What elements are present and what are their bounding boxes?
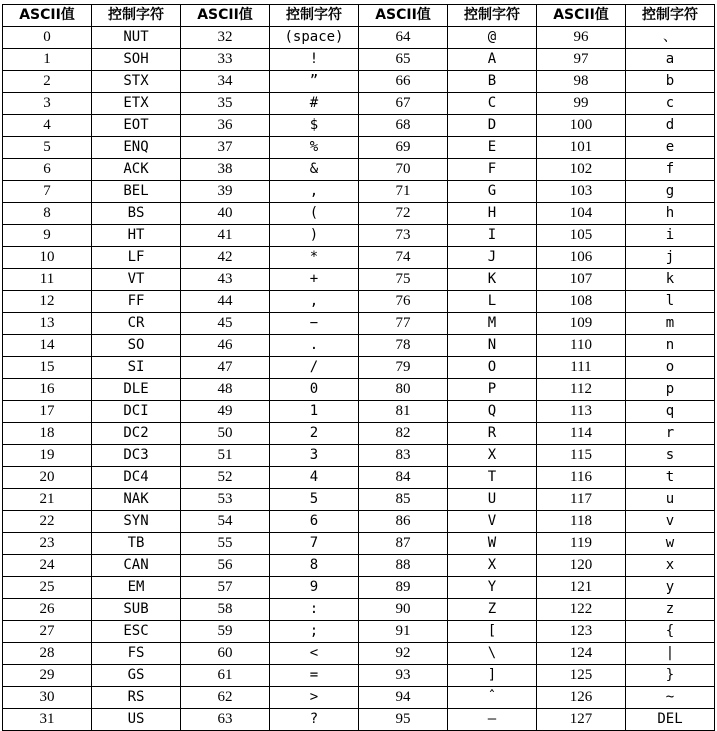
ascii-value-cell: 118 [537,511,626,533]
ascii-value-cell: 31 [3,709,92,731]
control-char-cell: N [448,335,537,357]
control-char-cell: g [626,181,715,203]
control-char-cell: (space) [270,27,359,49]
ascii-value-cell: 12 [3,291,92,313]
ascii-value-cell: 60 [181,643,270,665]
control-char-cell: p [626,379,715,401]
control-char-cell: m [626,313,715,335]
ascii-table [2,4,715,731]
ascii-value-cell: 47 [181,357,270,379]
ascii-value-cell: 113 [537,401,626,423]
control-char-cell: DCI [92,401,181,423]
ascii-value-cell: 26 [3,599,92,621]
control-char-cell: GS [92,665,181,687]
control-char-cell: ~ [626,687,715,709]
ascii-value-cell: 92 [359,643,448,665]
ascii-value-cell: 84 [359,467,448,489]
ascii-value-cell: 120 [537,555,626,577]
table-row [3,533,715,555]
ascii-value-cell: 62 [181,687,270,709]
control-char-cell: 4 [270,467,359,489]
ascii-value-cell: 81 [359,401,448,423]
ascii-value-cell: 98 [537,71,626,93]
ascii-value-cell: 19 [3,445,92,467]
ascii-value-cell: 15 [3,357,92,379]
ascii-value-cell: 109 [537,313,626,335]
ascii-value-cell: 57 [181,577,270,599]
control-char-cell: NUT [92,27,181,49]
ascii-value-cell: 74 [359,247,448,269]
control-char-cell: Z [448,599,537,621]
control-char-cell: \ [448,643,537,665]
ascii-value-cell: 88 [359,555,448,577]
control-char-cell: , [270,181,359,203]
control-char-cell: n [626,335,715,357]
ascii-value-cell: 111 [537,357,626,379]
control-char-cell: SYN [92,511,181,533]
ascii-value-cell: 41 [181,225,270,247]
control-char-cell: 6 [270,511,359,533]
header-ascii-value: ASCII值 [181,5,270,27]
ascii-value-cell: 5 [3,137,92,159]
control-char-cell: T [448,467,537,489]
ascii-value-cell: 87 [359,533,448,555]
control-char-cell: i [626,225,715,247]
ascii-value-cell: 76 [359,291,448,313]
control-char-cell: % [270,137,359,159]
ascii-value-cell: 102 [537,159,626,181]
control-char-cell: E [448,137,537,159]
table-body [3,27,715,731]
ascii-value-cell: 90 [359,599,448,621]
ascii-value-cell: 44 [181,291,270,313]
ascii-value-cell: 122 [537,599,626,621]
control-char-cell: Q [448,401,537,423]
ascii-value-cell: 71 [359,181,448,203]
control-char-cell: J [448,247,537,269]
control-char-cell: ! [270,49,359,71]
table-row [3,511,715,533]
ascii-value-cell: 121 [537,577,626,599]
control-char-cell: TB [92,533,181,555]
control-char-cell: X [448,445,537,467]
control-char-cell: ( [270,203,359,225]
table-row [3,401,715,423]
control-char-cell: RS [92,687,181,709]
table-row [3,423,715,445]
control-char-cell: STX [92,71,181,93]
ascii-value-cell: 4 [3,115,92,137]
control-char-cell: DC2 [92,423,181,445]
ascii-value-cell: 103 [537,181,626,203]
control-char-cell: a [626,49,715,71]
ascii-value-cell: 105 [537,225,626,247]
control-char-cell: B [448,71,537,93]
table-row [3,313,715,335]
ascii-value-cell: 117 [537,489,626,511]
control-char-cell: > [270,687,359,709]
ascii-value-cell: 94 [359,687,448,709]
table-row [3,291,715,313]
control-char-cell: : [270,599,359,621]
ascii-value-cell: 38 [181,159,270,181]
control-char-cell: ESC [92,621,181,643]
control-char-cell: u [626,489,715,511]
ascii-value-cell: 97 [537,49,626,71]
ascii-value-cell: 54 [181,511,270,533]
control-char-cell: * [270,247,359,269]
ascii-value-cell: 85 [359,489,448,511]
ascii-value-cell: 124 [537,643,626,665]
ascii-value-cell: 65 [359,49,448,71]
table-row [3,555,715,577]
table-row [3,335,715,357]
ascii-value-cell: 40 [181,203,270,225]
ascii-value-cell: 42 [181,247,270,269]
ascii-value-cell: 34 [181,71,270,93]
ascii-value-cell: 32 [181,27,270,49]
ascii-value-cell: 46 [181,335,270,357]
ascii-value-cell: 101 [537,137,626,159]
table-row [3,467,715,489]
ascii-value-cell: 126 [537,687,626,709]
ascii-value-cell: 39 [181,181,270,203]
control-char-cell: e [626,137,715,159]
header-control-char: 控制字符 [92,5,181,27]
ascii-value-cell: 70 [359,159,448,181]
control-char-cell: z [626,599,715,621]
ascii-value-cell: 127 [537,709,626,731]
control-char-cell: VT [92,269,181,291]
control-char-cell: @ [448,27,537,49]
control-char-cell: | [626,643,715,665]
ascii-value-cell: 73 [359,225,448,247]
ascii-value-cell: 29 [3,665,92,687]
ascii-value-cell: 8 [3,203,92,225]
control-char-cell: s [626,445,715,467]
ascii-value-cell: 48 [181,379,270,401]
ascii-value-cell: 64 [359,27,448,49]
ascii-value-cell: 24 [3,555,92,577]
ascii-value-cell: 20 [3,467,92,489]
header-ascii-value: ASCII值 [3,5,92,27]
ascii-value-cell: 79 [359,357,448,379]
control-char-cell: ” [270,71,359,93]
ascii-value-cell: 69 [359,137,448,159]
ascii-value-cell: 43 [181,269,270,291]
control-char-cell: BEL [92,181,181,203]
ascii-value-cell: 28 [3,643,92,665]
table-row [3,577,715,599]
ascii-value-cell: 35 [181,93,270,115]
control-char-cell: M [448,313,537,335]
table-row [3,643,715,665]
ascii-value-cell: 91 [359,621,448,643]
control-char-cell: f [626,159,715,181]
control-char-cell: 0 [270,379,359,401]
table-row [3,225,715,247]
control-char-cell: = [270,665,359,687]
control-char-cell: CR [92,313,181,335]
ascii-value-cell: 80 [359,379,448,401]
control-char-cell: l [626,291,715,313]
table-row [3,203,715,225]
control-char-cell: h [626,203,715,225]
ascii-value-cell: 27 [3,621,92,643]
ascii-value-cell: 115 [537,445,626,467]
control-char-cell: K [448,269,537,291]
ascii-value-cell: 13 [3,313,92,335]
control-char-cell: C [448,93,537,115]
ascii-value-cell: 2 [3,71,92,93]
header-control-char: 控制字符 [448,5,537,27]
ascii-value-cell: 16 [3,379,92,401]
control-char-cell: NAK [92,489,181,511]
header-ascii-value: ASCII值 [359,5,448,27]
ascii-value-cell: 30 [3,687,92,709]
control-char-cell: d [626,115,715,137]
control-char-cell: P [448,379,537,401]
control-char-cell: DLE [92,379,181,401]
control-char-cell: k [626,269,715,291]
ascii-value-cell: 100 [537,115,626,137]
control-char-cell: X [448,555,537,577]
control-char-cell: 8 [270,555,359,577]
table-row [3,269,715,291]
control-char-cell: ] [448,665,537,687]
ascii-value-cell: 67 [359,93,448,115]
control-char-cell: CAN [92,555,181,577]
ascii-value-cell: 99 [537,93,626,115]
control-char-cell: $ [270,115,359,137]
ascii-value-cell: 110 [537,335,626,357]
control-char-cell: US [92,709,181,731]
control-char-cell: q [626,401,715,423]
header-control-char: 控制字符 [270,5,359,27]
control-char-cell: FS [92,643,181,665]
control-char-cell: x [626,555,715,577]
ascii-value-cell: 55 [181,533,270,555]
control-char-cell: t [626,467,715,489]
control-char-cell: ? [270,709,359,731]
control-char-cell: EM [92,577,181,599]
table-row [3,665,715,687]
control-char-cell: DC3 [92,445,181,467]
control-char-cell: 2 [270,423,359,445]
table-row [3,247,715,269]
table-row [3,709,715,731]
ascii-value-cell: 53 [181,489,270,511]
control-char-cell: b [626,71,715,93]
header-ascii-value: ASCII值 [537,5,626,27]
table-row [3,181,715,203]
ascii-value-cell: 9 [3,225,92,247]
ascii-value-cell: 77 [359,313,448,335]
ascii-value-cell: 125 [537,665,626,687]
control-char-cell: # [270,93,359,115]
control-char-cell: SOH [92,49,181,71]
control-char-cell: , [270,291,359,313]
ascii-value-cell: 21 [3,489,92,511]
ascii-value-cell: 72 [359,203,448,225]
ascii-value-cell: 3 [3,93,92,115]
control-char-cell: SUB [92,599,181,621]
ascii-value-cell: 106 [537,247,626,269]
table-row [3,71,715,93]
control-char-cell: v [626,511,715,533]
control-char-cell: BS [92,203,181,225]
control-char-cell: F [448,159,537,181]
ascii-value-cell: 75 [359,269,448,291]
control-char-cell: − [270,313,359,335]
table-row [3,115,715,137]
ascii-value-cell: 25 [3,577,92,599]
table-row [3,357,715,379]
ascii-value-cell: 1 [3,49,92,71]
control-char-cell: + [270,269,359,291]
control-char-cell: ) [270,225,359,247]
control-char-cell: DEL [626,709,715,731]
ascii-value-cell: 6 [3,159,92,181]
control-char-cell: 1 [270,401,359,423]
table-row [3,27,715,49]
control-char-cell: 3 [270,445,359,467]
table-row [3,137,715,159]
control-char-cell: 5 [270,489,359,511]
ascii-value-cell: 17 [3,401,92,423]
control-char-cell: ACK [92,159,181,181]
ascii-value-cell: 51 [181,445,270,467]
ascii-value-cell: 33 [181,49,270,71]
table-row [3,93,715,115]
header-control-char: 控制字符 [626,5,715,27]
ascii-value-cell: 116 [537,467,626,489]
control-char-cell: DC4 [92,467,181,489]
ascii-value-cell: 37 [181,137,270,159]
table-row [3,489,715,511]
ascii-value-cell: 10 [3,247,92,269]
control-char-cell: SI [92,357,181,379]
ascii-value-cell: 0 [3,27,92,49]
ascii-value-cell: 66 [359,71,448,93]
ascii-value-cell: 123 [537,621,626,643]
control-char-cell: o [626,357,715,379]
control-char-cell: < [270,643,359,665]
control-char-cell: V [448,511,537,533]
ascii-value-cell: 11 [3,269,92,291]
control-char-cell: / [270,357,359,379]
control-char-cell: FF [92,291,181,313]
ascii-value-cell: 93 [359,665,448,687]
table-row [3,159,715,181]
control-char-cell: U [448,489,537,511]
ascii-value-cell: 50 [181,423,270,445]
ascii-value-cell: 107 [537,269,626,291]
control-char-cell: r [626,423,715,445]
ascii-value-cell: 96 [537,27,626,49]
control-char-cell: j [626,247,715,269]
header-row [3,5,715,27]
ascii-value-cell: 112 [537,379,626,401]
control-char-cell: D [448,115,537,137]
control-char-cell: W [448,533,537,555]
control-char-cell: y [626,577,715,599]
control-char-cell: ENQ [92,137,181,159]
control-char-cell: ˆ [448,687,537,709]
ascii-value-cell: 56 [181,555,270,577]
control-char-cell: — [448,709,537,731]
control-char-cell: } [626,665,715,687]
control-char-cell: EOT [92,115,181,137]
control-char-cell: { [626,621,715,643]
ascii-value-cell: 22 [3,511,92,533]
control-char-cell: I [448,225,537,247]
control-char-cell: . [270,335,359,357]
control-char-cell: L [448,291,537,313]
ascii-value-cell: 58 [181,599,270,621]
ascii-value-cell: 78 [359,335,448,357]
ascii-value-cell: 23 [3,533,92,555]
control-char-cell: HT [92,225,181,247]
ascii-value-cell: 108 [537,291,626,313]
ascii-value-cell: 68 [359,115,448,137]
ascii-value-cell: 52 [181,467,270,489]
table-row [3,599,715,621]
table-row [3,445,715,467]
control-char-cell: G [448,181,537,203]
control-char-cell: [ [448,621,537,643]
ascii-value-cell: 61 [181,665,270,687]
ascii-value-cell: 7 [3,181,92,203]
table-row [3,621,715,643]
ascii-value-cell: 63 [181,709,270,731]
control-char-cell: A [448,49,537,71]
ascii-value-cell: 114 [537,423,626,445]
control-char-cell: c [626,93,715,115]
ascii-value-cell: 45 [181,313,270,335]
ascii-value-cell: 36 [181,115,270,137]
ascii-value-cell: 89 [359,577,448,599]
ascii-value-cell: 95 [359,709,448,731]
ascii-value-cell: 83 [359,445,448,467]
control-char-cell: H [448,203,537,225]
control-char-cell: ETX [92,93,181,115]
table-row [3,49,715,71]
ascii-value-cell: 119 [537,533,626,555]
control-char-cell: SO [92,335,181,357]
ascii-value-cell: 82 [359,423,448,445]
control-char-cell: LF [92,247,181,269]
ascii-value-cell: 49 [181,401,270,423]
control-char-cell: 、 [626,27,715,49]
control-char-cell: O [448,357,537,379]
ascii-value-cell: 86 [359,511,448,533]
table-row [3,687,715,709]
control-char-cell: 7 [270,533,359,555]
control-char-cell: & [270,159,359,181]
control-char-cell: ; [270,621,359,643]
ascii-value-cell: 59 [181,621,270,643]
control-char-cell: R [448,423,537,445]
table-row [3,379,715,401]
ascii-value-cell: 18 [3,423,92,445]
ascii-value-cell: 104 [537,203,626,225]
ascii-value-cell: 14 [3,335,92,357]
control-char-cell: 9 [270,577,359,599]
control-char-cell: w [626,533,715,555]
control-char-cell: Y [448,577,537,599]
